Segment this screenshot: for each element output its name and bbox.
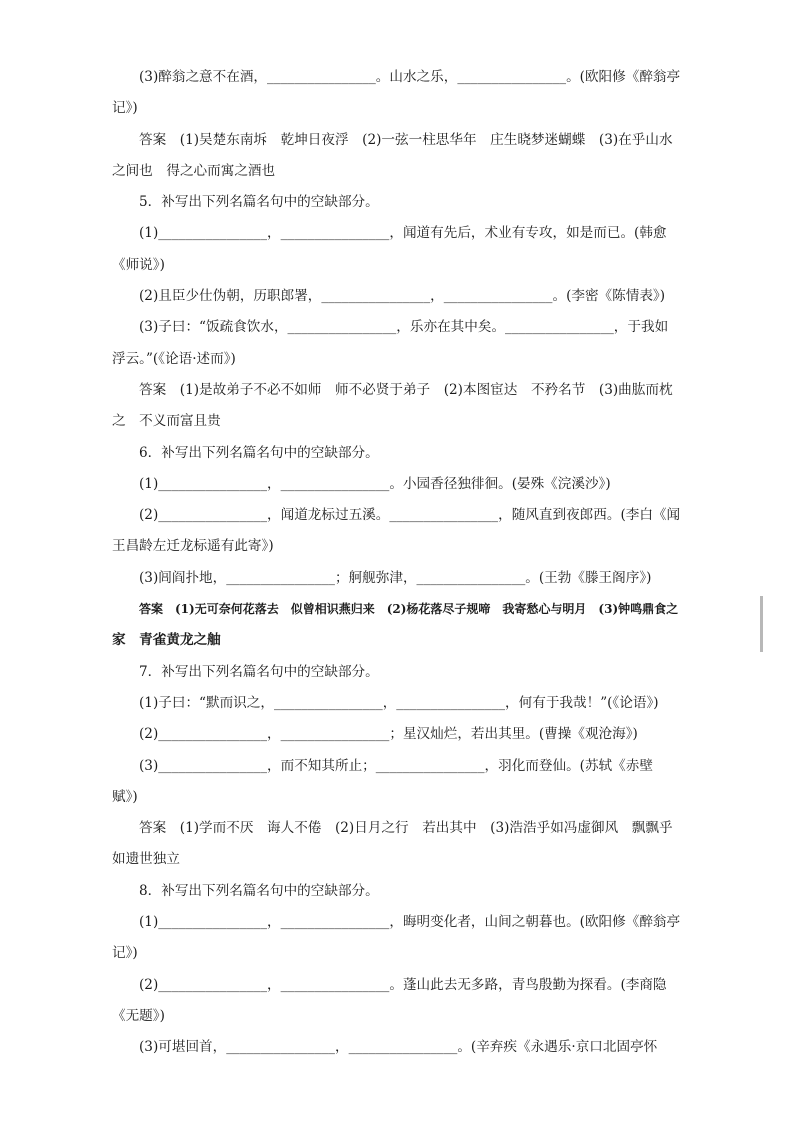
text-line: 《无题》) [112, 1007, 165, 1024]
text-line: 答案 (1)无可奈何花落去 似曾相识燕归来 (2)杨花落尽子规啼 我寄愁心与明月 (3)钟鸣鼎食之 [139, 602, 679, 617]
text-line: 6．补写出下列名篇名句中的空缺部分。 [139, 444, 379, 461]
document-page [112, 62, 684, 1064]
text-line: (3)________________，而不知其所止；________________，羽化而登仙。(苏轼《赤壁 [139, 757, 653, 774]
text-line: 家 青雀黄龙之舳 [112, 632, 221, 649]
text-line: (1)子曰：“默而识之，________________，________________，何有于我哉！”(《论语》) [139, 694, 659, 711]
text-line: 答案 (1)是故弟子不必不如师 师不必贤于弟子 (2)本图宦达 不矜名节 (3)曲肱而枕 [139, 381, 673, 398]
text-line: 5．补写出下列名篇名句中的空缺部分。 [139, 194, 379, 211]
text-line: (2)且臣少仕伪朝，历职郎署，________________，________________。(李密《陈情表》) [139, 288, 666, 305]
text-line: (3)子曰：“饭疏食饮水，________________，乐亦在其中矣。________________，于我如 [139, 319, 669, 336]
text-line: 答案 (1)吴楚东南坼 乾坤日夜浮 (2)一弦一柱思华年 庄生晓梦迷蝴蝶 (3)在乎山水 [139, 131, 673, 148]
text-line: (3)闾阎扑地，________________；舸舰弥津，________________。(王勃《滕王阁序》) [139, 569, 652, 586]
text-line: 浮云。”(《论语·述而》) [112, 350, 236, 367]
text-line: 8．补写出下列名篇名句中的空缺部分。 [139, 882, 379, 899]
text-line: (3)醉翁之意不在酒，________________。山水之乐，________________。(欧阳修《醉翁亭 [139, 69, 681, 85]
text-line: 《师说》) [112, 256, 165, 273]
text-line: 赋》) [112, 788, 138, 805]
text-line: 之间也 得之心而寓之酒也 [112, 162, 276, 179]
text-line: (2)________________，________________。蓬山此去无多路，青鸟殷勤为探看。(李商隐 [139, 976, 667, 993]
text-line: 之 不义而富且贵 [112, 413, 221, 430]
text-line: (2)________________，闻道龙标过五溪。________________，随风直到夜郎西。(李白《闻 [139, 507, 681, 524]
text-line: 答案 (1)学而不厌 诲人不倦 (2)日月之行 若出其中 (3)浩浩乎如冯虚御风 飘飘乎 [139, 820, 673, 837]
text-line: (1)________________，________________。小园香径独徘徊。(晏殊《浣溪沙》) [139, 475, 611, 492]
text-line: (1)________________，________________，闻道有先后，术业有专攻，如是而已。(韩愈 [139, 225, 667, 242]
text-line: 记》) [112, 100, 138, 117]
text-line: 7．补写出下列名篇名句中的空缺部分。 [139, 663, 379, 680]
text-line: (3)可堪回首，________________，________________。(辛弃疾《永遇乐·京口北固亭怀 [139, 1039, 658, 1056]
text-line: (1)________________，________________，晦明变化者，山间之朝暮也。(欧阳修《醉翁亭 [139, 914, 681, 931]
text-line: 记》) [112, 945, 138, 962]
text-line: 如遗世独立 [112, 851, 180, 868]
scrollbar[interactable] [760, 596, 763, 652]
text-line: (2)________________，________________；星汉灿烂，若出其里。(曹操《观沧海》) [139, 726, 638, 743]
text-line: 王昌龄左迁龙标遥有此寄》) [112, 538, 274, 555]
